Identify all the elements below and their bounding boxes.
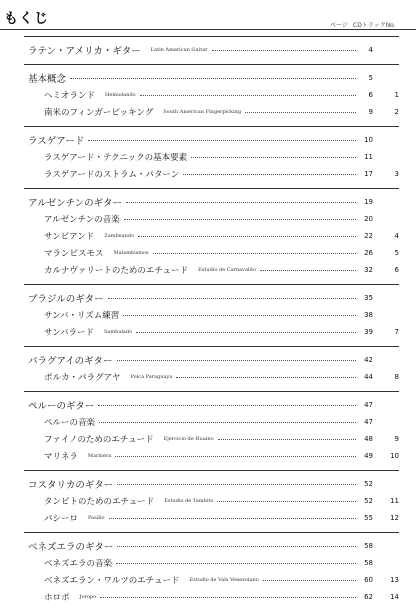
section-title: 基本概念 [28, 73, 67, 85]
toc-entry-row [24, 447, 399, 464]
page-number: 58 [364, 558, 373, 567]
section-title: ブラジルのギター [28, 293, 104, 305]
dot-leader [100, 596, 356, 598]
dot-leader [191, 156, 356, 158]
track-number: 10 [390, 451, 399, 460]
page-number: 42 [364, 355, 373, 364]
track-number: 5 [394, 248, 399, 257]
section-title: パラグアイのギター [28, 355, 113, 367]
entry-title-english: Pasillo [88, 514, 105, 521]
page-number: 58 [364, 541, 373, 550]
toc-entry-row [24, 430, 399, 447]
track-number: 12 [390, 513, 399, 522]
section-heading-row [24, 351, 399, 368]
header-divider [0, 29, 416, 30]
dot-leader [117, 545, 356, 547]
page-number: 60 [364, 575, 373, 584]
page-number: 20 [364, 214, 373, 223]
toc-section [24, 391, 399, 464]
toc-entry-row [24, 413, 399, 430]
page-number: 52 [364, 479, 373, 488]
track-number: 1 [394, 90, 399, 99]
toc-entry-row [24, 323, 399, 340]
entry-title: ファイノのためのエチュード [44, 434, 154, 445]
entry-title: タンビトのためのエチュード [44, 496, 155, 507]
entry-title-english: Polca Paraguaya [130, 373, 173, 380]
dot-leader [109, 517, 356, 519]
page-number: 38 [364, 310, 373, 319]
toc-entry-row [24, 509, 399, 526]
section-title: アルゼンチンのギター [28, 197, 123, 209]
track-column-header: CDトラックNo. [353, 22, 396, 29]
toc-entry-row [24, 571, 399, 588]
entry-title: ベネズエラの音楽 [44, 558, 113, 569]
toc-entry-row [24, 554, 399, 571]
page-number: 48 [364, 434, 373, 443]
track-number: 2 [394, 107, 399, 116]
toc-entry-row [24, 148, 399, 165]
track-number: 7 [394, 327, 399, 336]
toc-section [24, 284, 399, 340]
section-heading-row [24, 289, 399, 306]
page-number: 55 [364, 513, 373, 522]
track-number: 13 [390, 575, 399, 584]
toc-entry-row [24, 261, 399, 278]
toc-section [24, 470, 399, 526]
dot-leader [116, 562, 356, 564]
entry-title-english: Estudio de Tambito [164, 497, 214, 504]
page-number: 35 [364, 293, 373, 302]
dot-leader [176, 376, 356, 378]
entry-title: サンビアンド [44, 231, 95, 242]
section-title: ペルーのギター [28, 400, 95, 412]
entry-title: ベネズエラン・ワルツのエチュード [44, 575, 180, 586]
entry-title: サンバ・リズム練習 [44, 310, 120, 321]
page-number: 5 [368, 73, 373, 82]
section-heading-row [24, 475, 399, 492]
toc-entry-row [24, 165, 399, 182]
page-number: 39 [364, 327, 373, 336]
entry-title-english: Malambismos [113, 249, 149, 256]
page-number: 62 [364, 592, 373, 601]
entry-title: マリネラ [44, 451, 78, 462]
track-number: 6 [394, 265, 399, 274]
dot-leader [212, 49, 356, 51]
toc-entry-row [24, 368, 399, 385]
section-heading-row [24, 193, 399, 210]
entry-title-english: Marinera [87, 452, 112, 459]
section-heading-row [24, 396, 399, 413]
page-number: 47 [364, 417, 373, 426]
section-heading-row [24, 41, 399, 58]
dot-leader [218, 438, 356, 440]
toc-section [24, 126, 399, 182]
page-number: 17 [364, 169, 373, 178]
dot-leader [260, 269, 356, 271]
page-number: 19 [364, 197, 373, 206]
table-of-contents [0, 36, 416, 611]
page-title: もくじ [4, 11, 49, 27]
page-number: 9 [368, 107, 373, 116]
dot-leader [115, 455, 356, 457]
track-number: 14 [390, 592, 399, 601]
dot-leader [117, 359, 356, 361]
toc-entry-row [24, 306, 399, 323]
entry-title-english: Sambalado [103, 328, 133, 335]
entry-title: 南米のフィンガーピッキング [44, 107, 154, 118]
dot-leader [98, 404, 356, 406]
dot-leader [153, 252, 356, 254]
entry-title: ラスゲアードのストラム・パターン [44, 169, 180, 180]
track-number: 4 [394, 231, 399, 240]
section-title: ラテン・アメリカ・ギター [28, 45, 141, 57]
toc-entry-row [24, 492, 399, 509]
page-number: 10 [364, 135, 373, 144]
dot-leader [99, 421, 356, 423]
section-heading-row [24, 131, 399, 148]
entry-title-english: Joropo [79, 593, 97, 600]
dot-leader [117, 483, 356, 485]
entry-title: ホロポ [44, 592, 70, 603]
page-number: 4 [368, 45, 373, 54]
entry-title: パシーロ [44, 513, 79, 524]
section-title: ラスゲアード [28, 135, 85, 147]
toc-entry-row [24, 103, 399, 120]
entry-title-english: Estudio de Vals Venezolano [189, 576, 259, 583]
track-number: 3 [394, 169, 399, 178]
entry-title-english: Hemiolando [105, 91, 136, 98]
page-number: 26 [364, 248, 373, 257]
toc-section [24, 188, 399, 278]
section-title: コスタリカのギター [28, 479, 114, 491]
page-number: 49 [364, 451, 373, 460]
dot-leader [124, 218, 356, 220]
dot-leader [183, 173, 356, 175]
section-heading-row [24, 537, 399, 554]
page-number: 32 [364, 265, 373, 274]
entry-title-english: Zambeando [104, 232, 135, 239]
page-number: 22 [364, 231, 373, 240]
entry-title: マランビスモス [44, 248, 104, 259]
entry-title-english: South American Fingerpicking [163, 108, 242, 115]
entry-title: カルナヴァリートのためのエチュード [44, 265, 189, 276]
dot-leader [123, 314, 356, 316]
dot-leader [88, 139, 356, 141]
entry-title: ポルカ・パラグアヤ [44, 372, 121, 383]
toc-section [24, 346, 399, 385]
section-title: ベネズエラのギター [28, 541, 114, 553]
dot-leader [245, 111, 356, 113]
page-column-header: ページ [330, 22, 348, 29]
track-number: 8 [394, 372, 399, 381]
toc-section [24, 36, 399, 58]
entry-title-english: Estudio de Carnavalito [198, 266, 257, 273]
dot-leader [217, 500, 356, 502]
entry-title-english: Ejercicio de Huaino [163, 435, 214, 442]
dot-leader [70, 77, 356, 79]
dot-leader [126, 201, 356, 203]
page-number: 47 [364, 400, 373, 409]
dot-leader [108, 297, 356, 299]
dot-leader [138, 235, 356, 237]
dot-leader [136, 331, 356, 333]
dot-leader [140, 94, 356, 96]
section-heading-row [24, 69, 399, 86]
page-header [0, 0, 416, 30]
toc-section [24, 532, 399, 605]
toc-entry-row [24, 588, 399, 605]
toc-entry-row [24, 86, 399, 103]
toc-entry-row [24, 227, 399, 244]
entry-title: サンバラード [44, 327, 94, 338]
track-number: 9 [394, 434, 399, 443]
page-number: 52 [364, 496, 373, 505]
dot-leader [263, 579, 356, 581]
entry-title: ペルーの音楽 [44, 417, 96, 428]
toc-entry-row [24, 210, 399, 227]
entry-title: アルゼンチンの音楽 [44, 214, 120, 225]
track-number: 11 [390, 496, 399, 505]
page-number: 44 [364, 372, 373, 381]
toc-entry-row [24, 244, 399, 261]
page-number: 11 [364, 152, 373, 161]
page-number: 6 [368, 90, 373, 99]
entry-title: ラスゲアード・テクニックの基本要素 [44, 152, 188, 163]
section-title-english: Latin American Guitar [150, 46, 208, 53]
toc-section [24, 64, 399, 120]
entry-title: ヘミオランド [44, 90, 96, 101]
